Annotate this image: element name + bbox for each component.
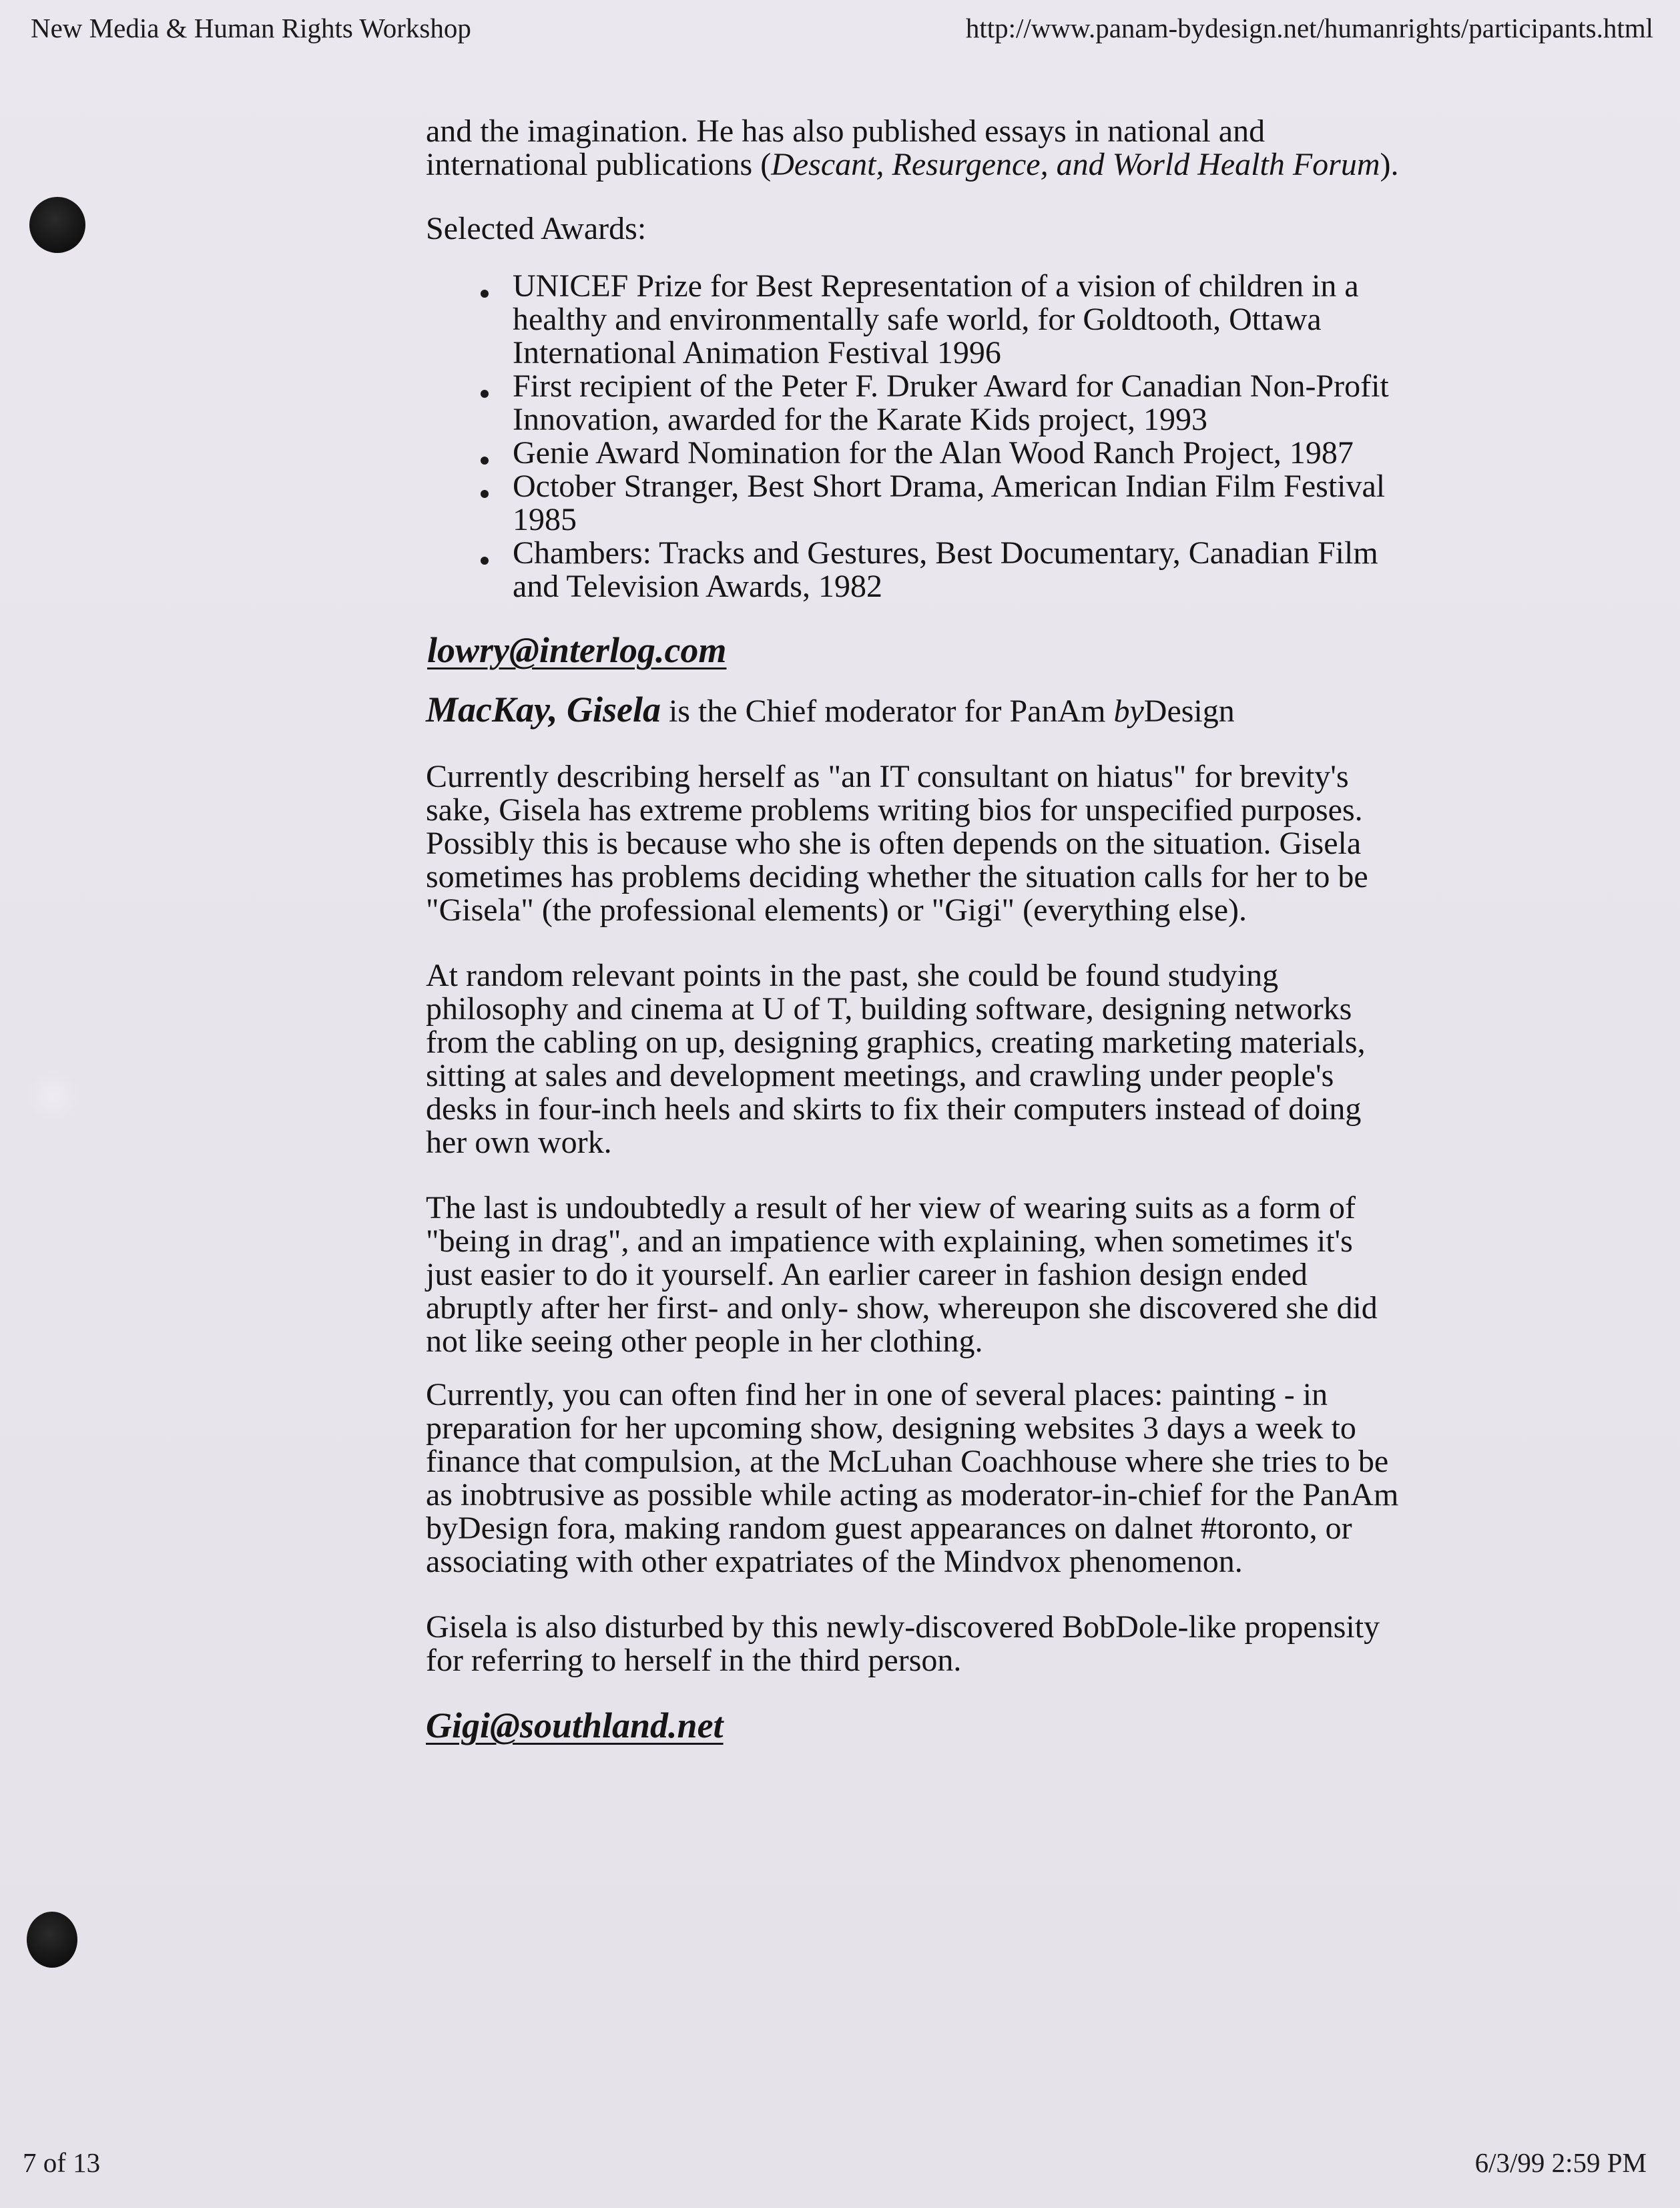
list-item: October Stranger, Best Short Drama, American Indian Film Festival 1985 [513,470,1400,537]
page-counter: 7 of 13 [23,2147,101,2178]
bio-paragraph: At random relevant points in the past, she could be found studying philosophy and cinema at U of T, building software, designing networks from the cabling on up, designing graphics, creating marketing materials, sitting at sales and development meetings, and crawling under people's desks in four-inch heels and skirts to fix their computers instead of doing her own work. [426,958,1366,1160]
person-name: MacKay, Gisela [426,689,661,730]
bio-paragraph: Currently describing herself as "an IT consultant on hiatus" for brevity's sake, Gisela has extreme problems writing bios for unspecified purposes. Possibly this is because who she is often depends on the situation. Gisela sometimes has problems deciding whether the situation calls for her to be "Gisela" (the professional elements) or "Gigi" (everything else). [426,759,1368,928]
bio-paragraph: The last is undoubtedly a result of her view of wearing suits as a form of "being in drag", and an impatience with explaining, when sometimes it's just easier to do it yourself. An earlier career in fashion design ended abruptly after her first- and only- show, whereupon she discovered she did not like seeing other people in her clothing. [426,1190,1378,1359]
person-heading: MacKay, Gisela is the Chief moderator for PanAm byDesign [426,689,1235,730]
print-timestamp: 6/3/99 2:59 PM [1474,2147,1647,2178]
email-block [426,1705,1400,1745]
list-item: Chambers: Tracks and Gestures, Best Documentary, Canadian Film and Television Awards, 1982 [513,537,1400,603]
intro-paragraph: and the imagination. He has also published essays in national and international publications (Descant, Resurgence, and World Health Forum). [426,113,1399,182]
punch-hole-icon [29,197,85,253]
awards-heading: Selected Awards: [426,211,647,246]
bio-paragraph: Gisela is also disturbed by this newly-discovered BobDole-like propensity for referring to herself in the third person. [426,1609,1380,1678]
email-link-lowry[interactable]: lowry@interlog.com [427,630,727,670]
list-item: First recipient of the Peter F. Druker Award for Canadian Non-Profit Innovation, awarded for the Karate Kids project, 1993 [513,370,1400,437]
list-item: UNICEF Prize for Best Representation of a vision of children in a healthy and environmentally safe world, for Goldtooth, Ottawa International Animation Festival 1996 [513,270,1400,370]
header-url: http://www.panam-bydesign.net/humanrights/participants.html [965,13,1653,43]
main-content [426,115,1400,1745]
bio-paragraph: Currently, you can often find her in one of several places: painting - in preparation for her upcoming show, designing websites 3 days a week to finance that compulsion, at the McLuhan Coachhouse where she tries to be as inobtrusive as possible while acting as moderator-in-chief for the PanAm byDesign fora, making random guest appearances on dalnet #toronto, or associating with other expatriates of the Mindvox phenomenon. [426,1377,1399,1579]
punch-hole-icon [27,1912,77,1968]
faint-hole-mark-icon [27,1068,80,1124]
email-link-gigi[interactable]: Gigi@southland.net [426,1705,724,1745]
list-item: Genie Award Nomination for the Alan Wood Ranch Project, 1987 [513,437,1400,470]
header-title: New Media & Human Rights Workshop [31,13,471,43]
email-block [427,630,1400,670]
awards-list [426,270,1400,603]
publication-list: Descant, Resurgence, and World Health Forum [771,147,1380,182]
